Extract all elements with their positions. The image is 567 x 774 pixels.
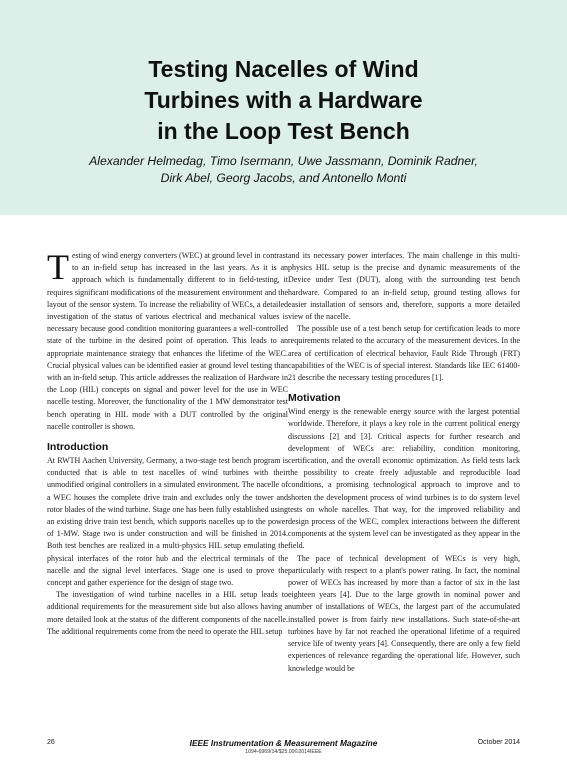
- copyright-code: 1094-6969/14/$25.00©2014IEEE: [245, 749, 322, 755]
- page-number: 26: [47, 739, 55, 746]
- intro-paragraph-1: At RWTH Aachen University, Germany, a two-stage test bench program is conducted that is able to test nacelles of wind turbines with their unmodified original controllers in a simulated environment. The nacelle of a WEC houses the complete drive train and excludes only the tower and rotor blades of the wind turbine. Stage one has been fully established using an existing drive train test bench, which supports nacelles up to the power of 1-MW. Stage two is under construction and will be finished in 2014. Both test benches are realized in a multi-physics HIL setup emulating the physical interfaces of the rotor hub and the electrical terminals of the nacelle and the signal level interfaces. Stage one is used to prove the concept and gather experience for the design of stage two.: [47, 456, 288, 588]
- right-paragraph-1: and its necessary power interfaces. The main challenge in this multi-physics HIL setup is the precise and dynamic measurements of the Device under Test (DUT), along with the surrounding test bench hardware. Compared to an in-field setup, ground testing allows for easier installation of sensors and, therefore, supports a more detailed view of the nacelle.: [288, 251, 520, 322]
- article-title: [0, 54, 567, 147]
- right-column: [288, 250, 520, 675]
- left-column: [47, 247, 288, 638]
- abstract-text: esting of wind energy converters (WEC) at ground level in contrast to an in-field setup has increased in the last years. As it is an approach which is fundamentally different to in field-testing, it requires significant modifications of the measurement environment and the layout of the sensor system. To increase the reliability of WECs, a detailed investigation of the status of various electrical and mechanical values is necessary because good condition monitoring guarantees a well-controlled state of the turbine in the desired point of operation. This leads to an appropriate maintenance strategy that enhances the lifetime of the WEC. Crucial physical values can be identified easier at ground level testing than with an in-field setup. This article addresses the realization of Hardware in the Loop (HIL) concepts on signal and power level for the use in WEC nacelle testing. Moreover, the functionality of the 1 MW demonstrator test bench operating in HIL mode with a DUT controlled by the original nacelle controller is shown.: [47, 251, 288, 431]
- motivation-paragraph-1: Wind energy is the renewable energy source with the largest potential worldwide. Therefore, it plays a key role in the current political energy discussions [2] and [3]. Critical aspects for further research and development of WECs are: reliability, condition monitoring, certification, and the overall economic optimization. As field tests lack the possibility to create freely adjustable and reproducible load conditions, a promising technological approach to improve and to shorten the development process of wind turbines is to do system level tests on whole nacelles. That way, for the improved reliability and design process of the WEC, complex interactions between the different components at the system level can be investigated as they appear in the field.: [288, 407, 520, 551]
- right-paragraph-2: The possible use of a test bench setup for certification leads to more requirements related to the accuracy of the measurement devices. In the area of certification of electrical behavior, Fault Ride Through (FRT) capabilities of the WEC is of special interest. Standards like IEC 61400-21 describe the necessary testing procedures [1].: [288, 324, 520, 383]
- authors-line-1: Alexander Helmedag, Timo Isermann, Uwe Jassmann, Dominik Radner,: [89, 154, 478, 168]
- section-heading-motivation: Motivation: [288, 392, 341, 405]
- author-list: [30, 153, 537, 187]
- intro-paragraph-2: The investigation of wind turbine nacelles in a HIL setup leads to additional requirements for the measurement side but also allows having a more detailed look at the status of the different components of the nacelle. The additional requirements come from the need to operate the HIL setup: [47, 590, 288, 636]
- title-line-1: Testing Nacelles of Wind: [148, 56, 419, 82]
- drop-cap: T: [47, 247, 69, 287]
- authors-line-2: Dirk Abel, Georg Jacobs, and Antonello Monti: [160, 171, 407, 185]
- motivation-paragraph-2: The pace of technical development of WECs is very high, particularly with respect to a plant's power rating. In fact, the nominal power of WECs has increased by more than a factor of six in the last eighteen years [4]. Due to the large growth in nominal power and number of installations of WECs, the largest part of the accumulated installed power is from fairly new installations. Such state-of-the-art turbines have by far not reached the operational lifetime of a required service life of twenty years [4]. Consequently, there are only a few field experiences of relevance regarding the operational life. However, such knowledge would be: [288, 553, 520, 673]
- abstract-paragraph: [47, 247, 288, 433]
- section-heading-introduction: Introduction: [47, 441, 109, 454]
- title-line-3: in the Loop Test Bench: [157, 118, 410, 144]
- magazine-name: IEEE Instrumentation & Measurement Magazine: [189, 738, 378, 748]
- issue-date: October 2014: [477, 739, 520, 746]
- title-line-2: Turbines with a Hardware: [144, 87, 423, 113]
